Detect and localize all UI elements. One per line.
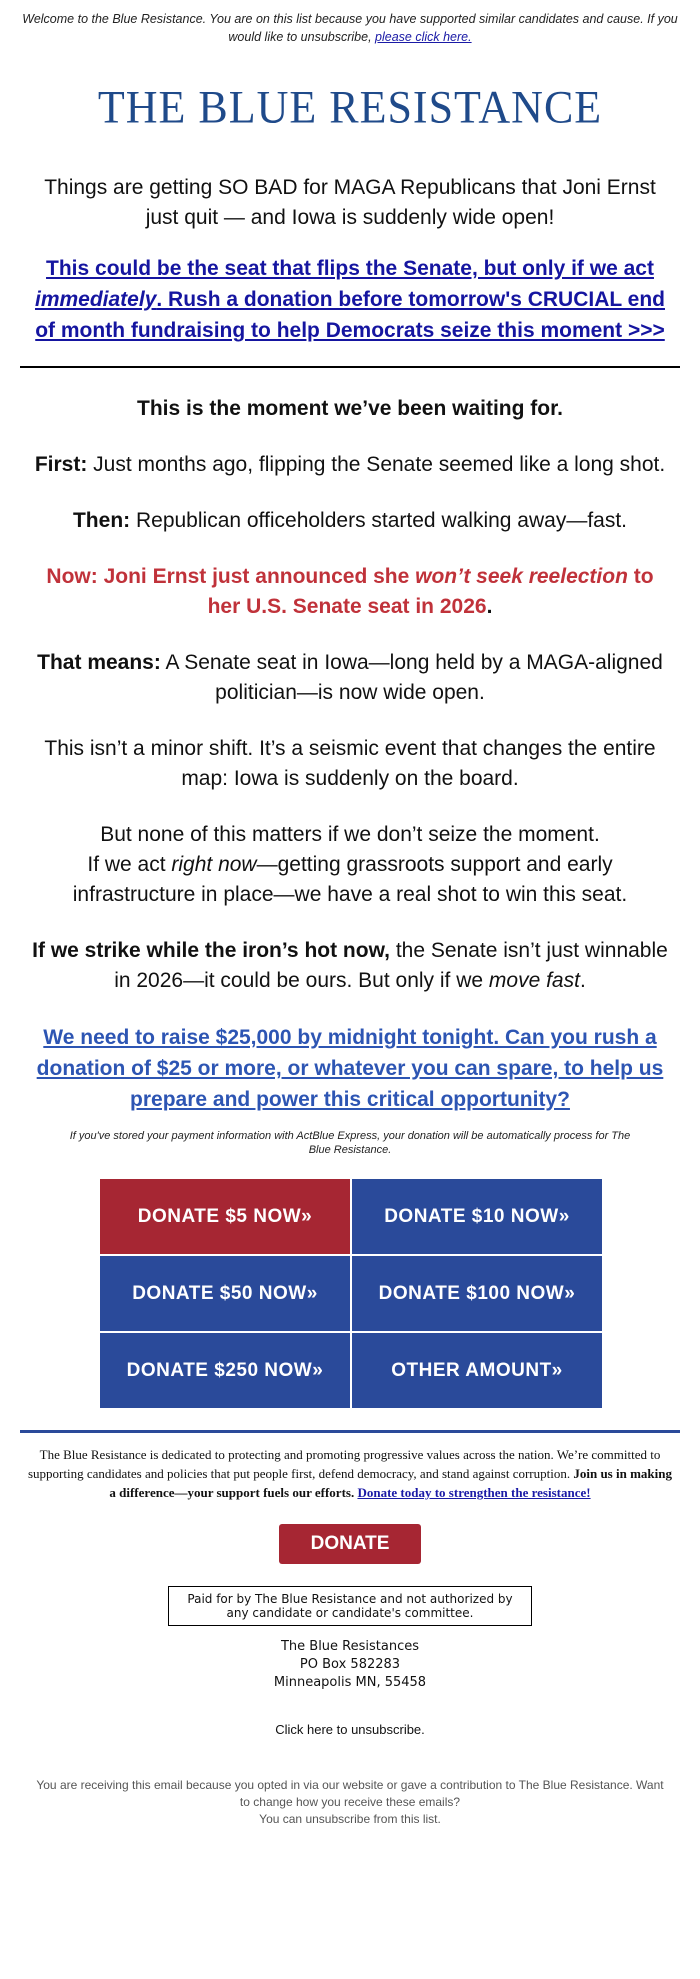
preheader bbox=[20, 0, 680, 46]
fine-print-unsubscribe[interactable]: You can unsubscribe from this list. bbox=[259, 1812, 441, 1826]
now-emphasis: won’t seek reelection bbox=[415, 565, 628, 588]
headline: This is the moment we’ve been waiting for. bbox=[137, 397, 563, 420]
top-cta-part2: . Rush a donation before tomorrow's CRUCIAL end of month fundraising to help Democrats seize this moment >>> bbox=[35, 288, 665, 342]
address-line1: The Blue Resistances bbox=[280, 1639, 420, 1654]
strike-text: the Senate isn’t just winnable in 2026—it could be ours. But only if we bbox=[114, 939, 668, 992]
now-part1: Now: Joni Ernst just announced she bbox=[46, 565, 416, 588]
logo: THE BLUE RESISTANCE bbox=[97, 81, 603, 134]
donate-50-button[interactable]: DONATE $50 NOW» bbox=[100, 1256, 350, 1331]
intro-text: Things are getting SO BAD for MAGA Republicans that Joni Ernst just quit — and Iowa is suddenly wide open! bbox=[44, 176, 656, 229]
strike-end: . bbox=[579, 969, 586, 992]
now-period: . bbox=[486, 595, 493, 618]
top-donate-link[interactable] bbox=[20, 253, 680, 346]
none-part1: If we act bbox=[87, 853, 172, 876]
then-label: Then: bbox=[72, 509, 131, 532]
donate-100-button[interactable]: DONATE $100 NOW» bbox=[352, 1256, 602, 1331]
then-text: Republican officeholders started walking away—fast. bbox=[130, 509, 628, 532]
means-label: That means: bbox=[37, 651, 161, 674]
paid-for-disclaimer: Paid for by The Blue Resistance and not authorized by any candidate or candidate's committee. bbox=[168, 1586, 532, 1626]
divider bbox=[20, 366, 680, 368]
strike-paragraph bbox=[20, 936, 680, 996]
unsubscribe-link[interactable]: Click here to unsubscribe. bbox=[275, 1722, 425, 1737]
raise-donation-link[interactable]: We need to raise $25,000 by midnight tonight. Can you rush a donation of $25 or more, or whatever you can spare, to help us prepare and power this critical opportunity? bbox=[36, 1026, 664, 1111]
mailing-address bbox=[20, 1638, 680, 1692]
footer-text bbox=[20, 1445, 680, 1502]
email-container bbox=[20, 0, 680, 1828]
none-line1: But none of this matters if we don’t seize the moment. bbox=[100, 823, 600, 846]
none-part2: —getting grassroots support and early infrastructure in place—we have a real shot to win this seat. bbox=[72, 853, 628, 906]
fine-print-line1: You are receiving this email because you opted in via our website or gave a contribution to The Blue Resistance. Want to change how you receive these emails? bbox=[36, 1778, 664, 1809]
strike-bold: If we strike while the iron’s hot now, bbox=[32, 939, 390, 962]
donate-button[interactable]: DONATE bbox=[279, 1524, 421, 1564]
actblue-note: If you've stored your payment information with ActBlue Express, your donation will be automatically process for The Blue Resistance. bbox=[69, 1130, 631, 1156]
first-text: Just months ago, flipping the Senate seemed like a long shot. bbox=[87, 453, 666, 476]
means-paragraph bbox=[20, 648, 680, 708]
footer-body: The Blue Resistance is dedicated to protecting and promoting progressive values across the nation. We’re committed to supporting candidates and policies that put people first, defend democracy, and stand against corruption. bbox=[28, 1447, 661, 1481]
shift-paragraph: This isn’t a minor shift. It’s a seismic event that changes the entire map: Iowa is suddenly on the board. bbox=[44, 737, 656, 790]
strike-emphasis: move fast bbox=[488, 969, 580, 992]
preheader-text: Welcome to the Blue Resistance. You are on this list because you have supported similar candidates and cause. If you would like to unsubscribe, bbox=[22, 12, 678, 44]
footer-donate-link[interactable]: Donate today to strengthen the resistance! bbox=[357, 1485, 591, 1500]
unsubscribe-top-link[interactable]: please click here. bbox=[375, 30, 472, 44]
address-line3: Minneapolis MN, 55458 bbox=[273, 1675, 427, 1690]
fine-print bbox=[20, 1777, 680, 1828]
address-line2: PO Box 582283 bbox=[299, 1657, 401, 1672]
means-text: A Senate seat in Iowa—long held by a MAGA-aligned politician—is now wide open. bbox=[160, 651, 663, 704]
footer-divider bbox=[20, 1430, 680, 1433]
donate-10-button[interactable]: DONATE $10 NOW» bbox=[352, 1179, 602, 1254]
now-part2: to her U.S. Senate seat in 2026 bbox=[207, 565, 654, 618]
then-paragraph bbox=[20, 506, 680, 536]
donate-250-button[interactable]: DONATE $250 NOW» bbox=[100, 1333, 350, 1408]
top-cta-part1: This could be the seat that flips the Senate, but only if we act bbox=[46, 257, 654, 280]
now-paragraph bbox=[20, 562, 680, 622]
first-label: First: bbox=[34, 453, 88, 476]
none-paragraph bbox=[20, 820, 680, 910]
other-amount-button[interactable]: OTHER AMOUNT» bbox=[352, 1333, 602, 1408]
none-emphasis: right now bbox=[171, 853, 257, 876]
donate-5-button[interactable]: DONATE $5 NOW» bbox=[100, 1179, 350, 1254]
first-paragraph bbox=[20, 450, 680, 480]
footer-bold: Join us in making a difference—your support fuels our efforts. bbox=[109, 1466, 672, 1500]
donate-button-grid bbox=[100, 1179, 600, 1408]
top-cta-emphasis: immediately bbox=[34, 288, 157, 311]
